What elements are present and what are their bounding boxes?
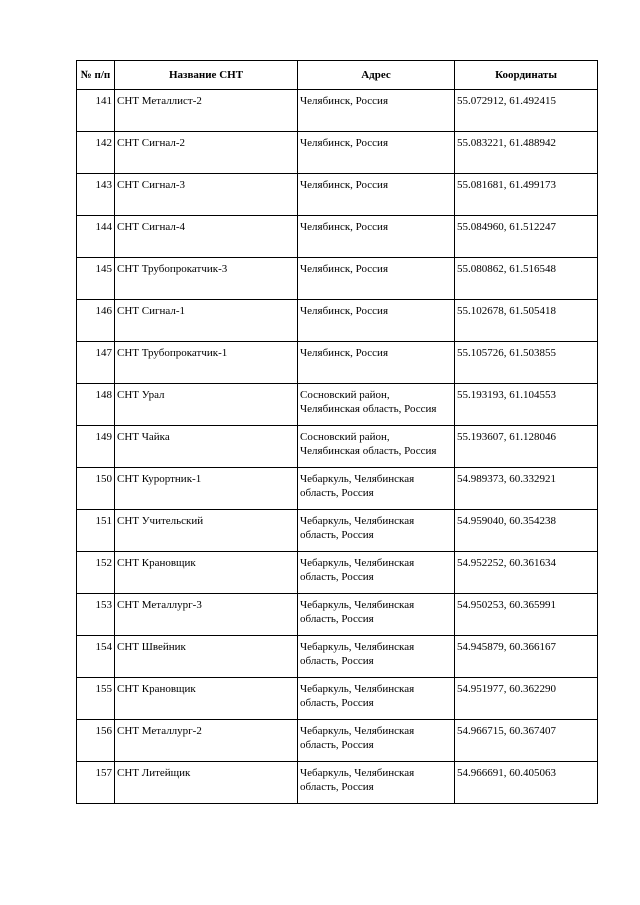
table-row <box>77 762 598 804</box>
cell-name: СНТ Крановщик <box>115 552 298 594</box>
table-row <box>77 132 598 174</box>
cell-coords: 54.989373, 60.332921 <box>455 468 598 510</box>
cell-num: 157 <box>77 762 115 804</box>
cell-name: СНТ Курортник-1 <box>115 468 298 510</box>
table-row <box>77 720 598 762</box>
cell-coords: 55.080862, 61.516548 <box>455 258 598 300</box>
cell-num: 144 <box>77 216 115 258</box>
table-row <box>77 216 598 258</box>
cell-coords: 55.084960, 61.512247 <box>455 216 598 258</box>
table-row <box>77 342 598 384</box>
cell-address: Челябинск, Россия <box>298 174 455 216</box>
table-row <box>77 636 598 678</box>
table-row <box>77 594 598 636</box>
cell-address: Челябинск, Россия <box>298 300 455 342</box>
cell-num: 148 <box>77 384 115 426</box>
table-row <box>77 552 598 594</box>
cell-address: Челябинск, Россия <box>298 90 455 132</box>
table-row <box>77 300 598 342</box>
table-header <box>77 61 598 90</box>
cell-num: 147 <box>77 342 115 384</box>
snt-table <box>76 60 598 804</box>
cell-name: СНТ Крановщик <box>115 678 298 720</box>
cell-address: Чебаркуль, Челябинская область, Россия <box>298 510 455 552</box>
cell-address: Чебаркуль, Челябинская область, Россия <box>298 468 455 510</box>
table-row <box>77 90 598 132</box>
cell-coords: 54.952252, 60.361634 <box>455 552 598 594</box>
cell-address: Чебаркуль, Челябинская область, Россия <box>298 720 455 762</box>
cell-address: Чебаркуль, Челябинская область, Россия <box>298 552 455 594</box>
cell-name: СНТ Сигнал-1 <box>115 300 298 342</box>
cell-name: СНТ Металлист-2 <box>115 90 298 132</box>
cell-num: 152 <box>77 552 115 594</box>
cell-address: Чебаркуль, Челябинская область, Россия <box>298 594 455 636</box>
cell-address: Чебаркуль, Челябинская область, Россия <box>298 678 455 720</box>
cell-coords: 54.951977, 60.362290 <box>455 678 598 720</box>
cell-name: СНТ Чайка <box>115 426 298 468</box>
cell-coords: 54.966715, 60.367407 <box>455 720 598 762</box>
table-body <box>77 90 598 804</box>
cell-num: 155 <box>77 678 115 720</box>
table-row <box>77 426 598 468</box>
cell-name: СНТ Швейник <box>115 636 298 678</box>
cell-address: Чебаркуль, Челябинская область, Россия <box>298 762 455 804</box>
cell-name: СНТ Учительский <box>115 510 298 552</box>
cell-coords: 55.105726, 61.503855 <box>455 342 598 384</box>
header-coords: Координаты <box>455 61 598 90</box>
cell-coords: 55.072912, 61.492415 <box>455 90 598 132</box>
cell-num: 150 <box>77 468 115 510</box>
cell-address: Сосновский район, Челябинская область, Россия <box>298 384 455 426</box>
cell-name: СНТ Трубопрокатчик-1 <box>115 342 298 384</box>
cell-address: Челябинск, Россия <box>298 258 455 300</box>
cell-address: Челябинск, Россия <box>298 216 455 258</box>
cell-num: 146 <box>77 300 115 342</box>
cell-address: Чебаркуль, Челябинская область, Россия <box>298 636 455 678</box>
cell-name: СНТ Трубопрокатчик-3 <box>115 258 298 300</box>
cell-num: 142 <box>77 132 115 174</box>
cell-num: 145 <box>77 258 115 300</box>
cell-num: 151 <box>77 510 115 552</box>
cell-coords: 54.945879, 60.366167 <box>455 636 598 678</box>
cell-coords: 55.083221, 61.488942 <box>455 132 598 174</box>
cell-coords: 55.193193, 61.104553 <box>455 384 598 426</box>
table-row <box>77 468 598 510</box>
cell-name: СНТ Металлург-2 <box>115 720 298 762</box>
cell-coords: 55.193607, 61.128046 <box>455 426 598 468</box>
cell-address: Челябинск, Россия <box>298 342 455 384</box>
cell-coords: 55.102678, 61.505418 <box>455 300 598 342</box>
cell-name: СНТ Сигнал-4 <box>115 216 298 258</box>
cell-name: СНТ Металлург-3 <box>115 594 298 636</box>
cell-num: 154 <box>77 636 115 678</box>
table-row <box>77 384 598 426</box>
cell-coords: 55.081681, 61.499173 <box>455 174 598 216</box>
header-num: № п/п <box>77 61 115 90</box>
cell-name: СНТ Сигнал-3 <box>115 174 298 216</box>
header-row <box>77 61 598 90</box>
cell-address: Сосновский район, Челябинская область, Россия <box>298 426 455 468</box>
table-row <box>77 678 598 720</box>
cell-num: 153 <box>77 594 115 636</box>
cell-name: СНТ Урал <box>115 384 298 426</box>
table-row <box>77 258 598 300</box>
cell-num: 149 <box>77 426 115 468</box>
cell-coords: 54.950253, 60.365991 <box>455 594 598 636</box>
header-name: Название СНТ <box>115 61 298 90</box>
cell-coords: 54.959040, 60.354238 <box>455 510 598 552</box>
table-row <box>77 174 598 216</box>
header-address: Адрес <box>298 61 455 90</box>
cell-coords: 54.966691, 60.405063 <box>455 762 598 804</box>
cell-name: СНТ Сигнал-2 <box>115 132 298 174</box>
cell-num: 141 <box>77 90 115 132</box>
table-row <box>77 510 598 552</box>
cell-num: 156 <box>77 720 115 762</box>
cell-num: 143 <box>77 174 115 216</box>
cell-address: Челябинск, Россия <box>298 132 455 174</box>
cell-name: СНТ Литейщик <box>115 762 298 804</box>
